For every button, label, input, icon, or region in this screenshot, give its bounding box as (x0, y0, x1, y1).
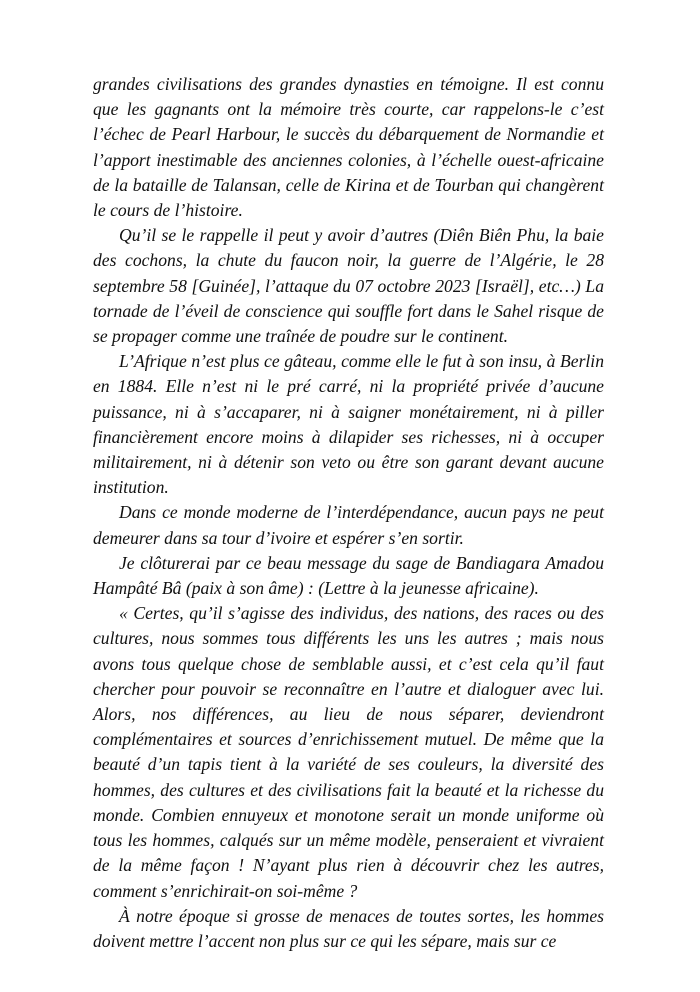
paragraph: Qu’il se le rappelle il peut y avoir d’autres (Diên Biên Phu, la baie des cochons, la chute du faucon noir, la guerre de l’Algérie, le 28 septembre 58 [Guinée], l’attaque du 07 octobre 2023 [Israël], etc…) La tornade de l’éveil de conscience qui souffle fort dans le Sahel risque de se propager comme une traînée de poudre sur le continent. (93, 225, 604, 347)
paragraph: Dans ce monde moderne de l’interdépendance, aucun pays ne peut demeurer dans sa tour d’ivoire et espérer s’en sortir. (93, 502, 604, 548)
paragraph: À notre époque si grosse de menaces de toutes sortes, les hommes doivent mettre l’accent non plus sur ce qui les sépare, mais sur ce (93, 905, 604, 951)
document-page (93, 72, 604, 954)
paragraph: Je clôturerai par ce beau message du sage de Bandiagara Amadou Hampâté Bâ (paix à son âme) : (Lettre à la jeunesse africaine). (93, 552, 604, 599)
quote-paragraph: « Certes, qu’il s’agisse des individus, des nations, des races ou des cultures, nous sommes tous différents les uns les autres ; mais nous avons tous quelque chose de semblable aussi, et c’est cela qu’il faut chercher pour pouvoir se reconnaître en l’autre et dialoguer avec lui. Alors, nos différences, au lieu de nous séparer, deviendront complémentaires et sources d’enrichissement mutuel. De même que la beauté d’un tapis tient à la variété de ses couleurs, la diversité des hommes, des cultures et des civilisations fait la beauté et la richesse du monde. Combien ennuyeux et monotone serait un monde uniforme où tous les hommes, calqués sur un même modèle, penseraient et vivraient de la même façon ! N’ayant plus rien à découvrir chez les autres, comment s’enrichirait-on soi-même ? (93, 603, 604, 901)
paragraph: grandes civilisations des grandes dynasties en témoigne. Il est connu que les gagnants ont la mémoire très courte, car rappelons-le c’est l’échec de Pearl Harbour, le succès du débarquement de Normandie et l’apport inestimable des anciennes colonies, à l’échelle ouest-africaine de la bataille de Talansan, celle de Kirina et de Tourban qui changèrent le cours de l’histoire. (93, 74, 604, 221)
paragraph: L’Afrique n’est plus ce gâteau, comme elle le fut à son insu, à Berlin en 1884. Elle n’est ni le pré carré, ni la propriété privée d’aucune puissance, ni à s’accaparer, ni à saigner monétairement, ni à piller financièrement encore moins à dilapider ses richesses, ni à occuper militairement, ni à détenir son veto ou être son garant devant aucune institution. (93, 351, 604, 498)
